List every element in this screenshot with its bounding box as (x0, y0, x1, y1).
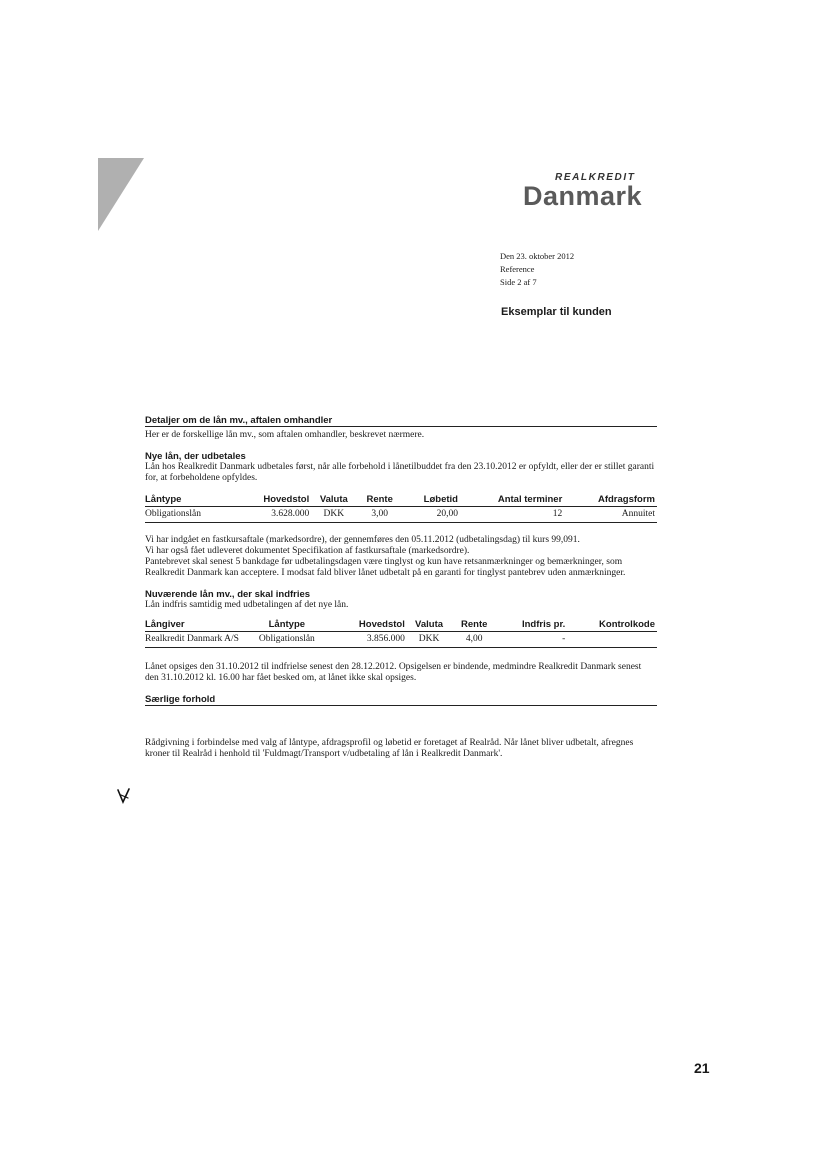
letter-page: Side 2 af 7 (500, 277, 537, 287)
column-header: Indfris pr. (497, 619, 567, 632)
table-cell: Obligationslån (145, 507, 236, 523)
table-cell: 20,00 (403, 507, 460, 523)
table-header-row (145, 619, 657, 632)
table-cell: 3,00 (358, 507, 403, 523)
mortgage-deed-text: Pantebrevet skal senest 5 bankdage før udbetalingsdagen være tinglyst og kun have retsanmærkninger og bemærkninger, som Realkredit Danmark kan acceptere. I modsat fald bliver lånet udbetalt på en garanti for tinglyst pantebrev uden anmærkninger. (145, 557, 626, 578)
special-conditions-text: Rådgivning i forbindelse med valg af låntype, afdragsprofil og løbetid er foretaget af Realråd. Når lånet bliver udbetalt, afregnes kroner til Realråd i henhold til 'Fuldmagt/Transport v/udbetaling af lån i Realkredit Danmark'. (145, 738, 634, 759)
table-cell: Obligationslån (243, 632, 333, 648)
column-header: Kontrolkode (567, 619, 657, 632)
table-cell: DKK (407, 632, 453, 648)
column-header: Långiver (145, 619, 243, 632)
existing-loan-table (145, 619, 657, 648)
existing-loan-heading: Nuværende lån mv., der skal indfries (145, 589, 311, 600)
column-header: Løbetid (403, 494, 460, 507)
table-cell: 3.628.000 (236, 507, 311, 523)
column-header: Antal terminer (460, 494, 564, 507)
fixed-rate-document-text: Vi har også fået udleveret dokumentet Specifikation af fastkursaftale (markedsordre). (145, 546, 470, 556)
table-cell: Annuitet (564, 507, 657, 523)
column-header: Låntype (243, 619, 333, 632)
corner-triangle-mark (98, 158, 146, 232)
realkredit-danmark-logo (523, 172, 653, 218)
letter-date: Den 23. oktober 2012 (500, 251, 575, 261)
column-header: Hovedstol (236, 494, 311, 507)
new-loan-text: Lån hos Realkredit Danmark udbetales først, når alle forbehold i lånetilbuddet fra den 23.10.2012 er opfyldt, eller der er stillet garanti for, at forbeholdene opfyldes. (145, 462, 655, 483)
column-header: Rente (453, 619, 497, 632)
copy-label: Eksemplar til kunden (501, 306, 612, 318)
table-cell: Realkredit Danmark A/S (145, 632, 243, 648)
table-header-row (145, 494, 657, 507)
fixed-rate-text: Vi har indgået en fastkursaftale (markedsordre), der gennemføres den 05.11.2012 (udbetalingsdag) til kurs 99,091. (145, 535, 580, 545)
letter-reference: Reference (500, 264, 535, 274)
new-loan-table (145, 494, 657, 523)
divider (145, 426, 657, 427)
termination-text: Lånet opsiges den 31.10.2012 til indfrielse senest den 28.12.2012. Opsigelsen er bindende, medmindre Realkredit Danmark senest den 31.10.2012 kl. 16.00 har fået besked om, at lånet ikke skal opsiges. (145, 662, 642, 683)
table-cell: - (497, 632, 567, 648)
logo-danmark-text: Danmark (523, 181, 643, 211)
column-header: Valuta (311, 494, 358, 507)
table-row (145, 632, 657, 648)
column-header: Afdragsform (564, 494, 657, 507)
table-cell (567, 632, 657, 648)
column-header: Valuta (407, 619, 453, 632)
column-header: Rente (358, 494, 403, 507)
details-title: Detaljer om de lån mv., aftalen omhandler (145, 415, 333, 426)
column-header: Hovedstol (333, 619, 407, 632)
table-row (145, 507, 657, 523)
table-cell: DKK (311, 507, 358, 523)
special-conditions-title: Særlige forhold (145, 694, 216, 705)
handwritten-check-mark (116, 787, 132, 805)
table-cell: 12 (460, 507, 564, 523)
existing-loan-text: Lån indfris samtidig med udbetalingen af det nye lån. (145, 600, 349, 610)
divider (145, 705, 657, 706)
details-intro: Her er de forskellige lån mv., som aftalen omhandler, beskrevet nærmere. (145, 430, 425, 440)
column-header: Låntype (145, 494, 236, 507)
table-cell: 4,00 (453, 632, 497, 648)
table-cell: 3.856.000 (333, 632, 407, 648)
page-number: 21 (694, 1060, 710, 1076)
logo-realkredit-text: REALKREDIT (555, 172, 636, 183)
new-loan-heading: Nye lån, der udbetales (145, 451, 246, 462)
document-body (145, 415, 657, 760)
letter-meta (500, 250, 574, 289)
